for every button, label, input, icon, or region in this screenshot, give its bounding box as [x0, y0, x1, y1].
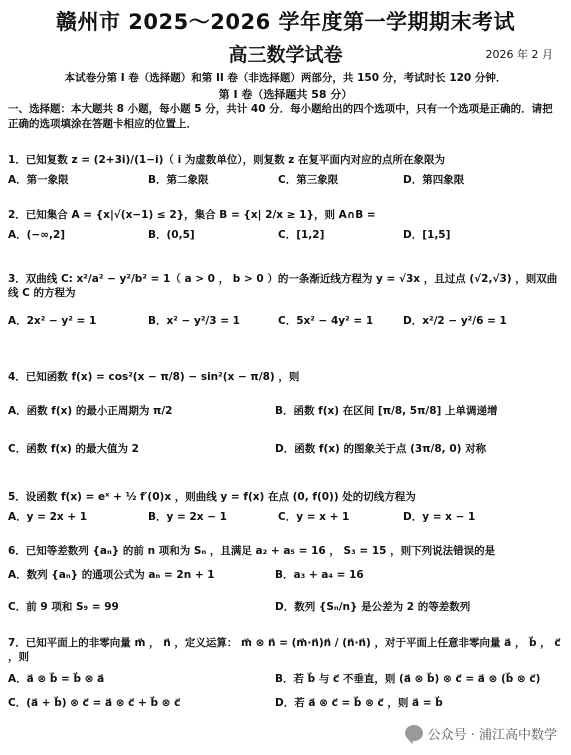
option-c: C．(a⃗ + b⃗) ⊗ c⃗ = a⃗ ⊗ c⃗ + b⃗ ⊗ c⃗	[8, 697, 181, 709]
option-d: D．x²/2 − y²/6 = 1	[403, 315, 507, 327]
part-title: 第 I 卷（选择题共 58 分）	[218, 88, 353, 101]
option-a: A．y = 2x + 1	[8, 511, 88, 523]
option-row	[8, 672, 563, 688]
section-description: 一、选择题：本大题共 8 小题，每小题 5 分，共计 40 分．每小题给出的四个选项中，只有一个选项是正确的．请把正确的选项填涂在答题卡相应的位置上．	[8, 103, 553, 130]
question-5	[8, 490, 563, 526]
question-4	[8, 370, 563, 458]
option-a: A．第一象限	[8, 174, 69, 186]
option-a: A．函数 f(x) 的最小正周期为 π/2	[8, 405, 173, 417]
option-b: B．第二象限	[148, 174, 209, 186]
option-d: D．数列 {Sₙ/n} 是公差为 2 的等差数列	[275, 601, 471, 613]
option-c: C．前 9 项和 S₉ = 99	[8, 601, 119, 613]
wechat-icon	[405, 725, 423, 741]
option-c: C．第三象限	[278, 174, 339, 186]
option-row	[8, 510, 563, 526]
question-stem: 2．已知集合 A = {x|√(x−1) ≤ 2}，集合 B = {x| 2/x ≥ 1}，则 A∩B =	[8, 209, 376, 221]
option-row	[8, 696, 563, 712]
question-stem: 4．已知函数 f(x) = cos²(x − π/8) − sin²(x − π/8) ，则	[8, 371, 300, 383]
exam-subtitle: 高三数学试卷	[228, 44, 343, 66]
exam-note: 本试卷分第 I 卷（选择题）和第 II 卷（非选择题）两部分，共 150 分，考试时长 120 分钟．	[64, 72, 507, 84]
option-b: B．若 b⃗ 与 c⃗ 不垂直，则 (a⃗ ⊗ b⃗) ⊗ c⃗ = a⃗ ⊗ (b⃗ ⊗ c⃗)	[275, 673, 541, 685]
option-row	[8, 228, 563, 244]
option-c: C．[1,2]	[278, 229, 325, 241]
option-d: D．若 a⃗ ⊗ c⃗ = b⃗ ⊗ c⃗ ，则 a⃗ = b⃗	[275, 697, 443, 709]
option-b: B．y = 2x − 1	[148, 511, 227, 523]
question-stem: 3．双曲线 C: x²/a² − y²/b² = 1（ a > 0 ， b > 0 ）的一条渐近线方程为 y = √3x ，且过点 (√2,√3) ，则双曲线 C 的方程为	[8, 273, 558, 299]
option-row	[8, 173, 563, 189]
option-a: A．(−∞,2]	[8, 229, 66, 241]
option-d: D．函数 f(x) 的图象关于点 (3π/8, 0) 对称	[275, 443, 487, 455]
question-3	[8, 272, 563, 330]
option-c: C．5x² − 4y² = 1	[278, 315, 374, 327]
question-stem: 6．已知等差数列 {aₙ} 的前 n 项和为 Sₙ ，且满足 a₂ + a₅ = 16 ， S₃ = 15 ，则下列说法错误的是	[8, 545, 496, 557]
question-1	[8, 153, 563, 189]
option-row	[8, 568, 563, 584]
option-b: B．x² − y²/3 = 1	[148, 315, 240, 327]
option-b: B．函数 f(x) 在区间 [π/8, 5π/8] 上单调递增	[275, 405, 498, 417]
option-row	[8, 404, 563, 420]
question-7	[8, 636, 563, 712]
option-d: D．第四象限	[403, 174, 465, 186]
question-stem: 7．已知平面上的非零向量 m⃗ ， n⃗ ，定义运算： m⃗ ⊗ n⃗ = (m⃗·n⃗)n⃗ / (n⃗·n⃗) ，对于平面上任意非零向量 a⃗ ， b⃗ ， c⃗ ，则	[8, 637, 561, 663]
option-row	[8, 442, 563, 458]
option-a: A．2x² − y² = 1	[8, 315, 97, 327]
question-2	[8, 208, 563, 244]
option-a: A．a⃗ ⊗ b⃗ = b⃗ ⊗ a⃗	[8, 673, 105, 685]
option-row	[8, 314, 563, 330]
question-stem: 1．已知复数 z = (2+3i)/(1−i)（ i 为虚数单位），则复数 z 在复平面内对应的点所在象限为	[8, 154, 446, 166]
option-d: D．y = x − 1	[403, 511, 476, 523]
question-stem: 5．设函数 f(x) = eˣ + ½ f′(0)x ，则曲线 y = f(x) 在点 (0, f(0)) 处的切线方程为	[8, 491, 416, 503]
watermark	[401, 721, 561, 745]
option-row	[8, 600, 563, 616]
exam-date: 2026 年 2 月	[485, 48, 553, 61]
option-a: A．数列 {aₙ} 的通项公式为 aₙ = 2n + 1	[8, 569, 215, 581]
watermark-text: 公众号 · 浦江高中数学	[427, 727, 557, 743]
option-d: D．[1,5]	[403, 229, 451, 241]
question-6	[8, 544, 563, 616]
option-b: B．a₃ + a₄ = 16	[275, 569, 364, 581]
option-c: C．函数 f(x) 的最大值为 2	[8, 443, 139, 455]
exam-title: 赣州市 2025～2026 学年度第一学期期末考试	[55, 10, 515, 34]
option-c: C．y = x + 1	[278, 511, 350, 523]
option-b: B．(0,5]	[148, 229, 195, 241]
